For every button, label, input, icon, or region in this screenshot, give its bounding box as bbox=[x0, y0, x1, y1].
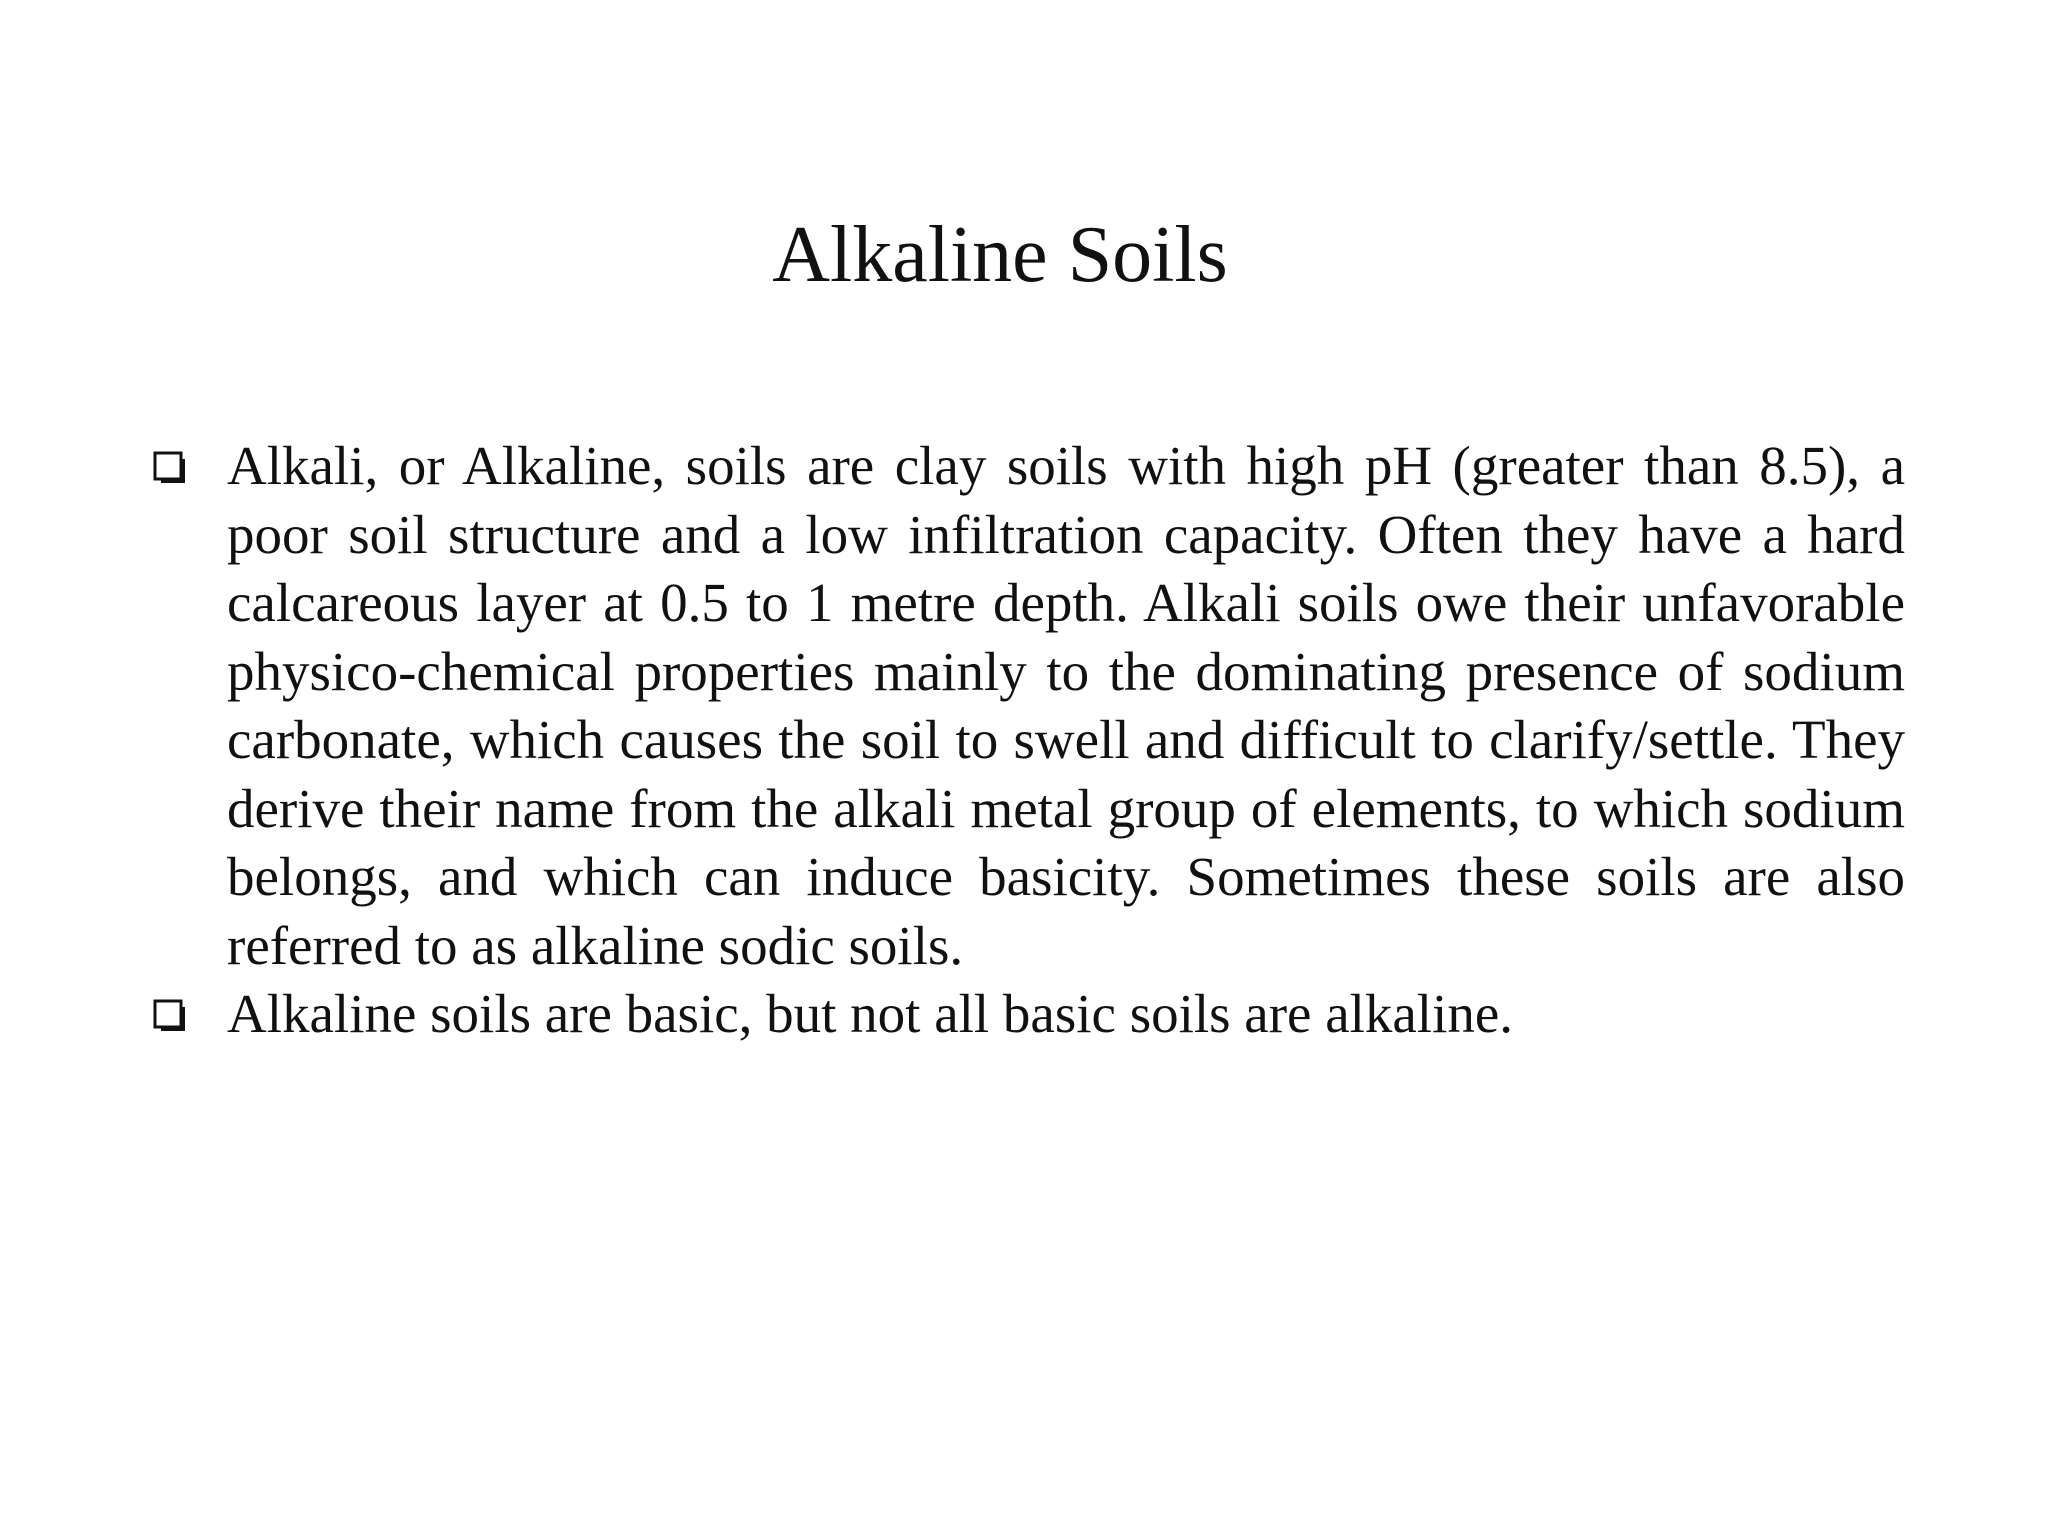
slide-title: Alkaline Soils bbox=[772, 211, 1228, 299]
bullet-item bbox=[150, 432, 1905, 980]
checkbox-square-icon bbox=[153, 999, 187, 1033]
bullet-text: Alkali, or Alkaline, soils are clay soils with high pH (greater than 8.5), a poor soil structure and a low infiltration capacity. Often they have a hard calcareous layer at 0.5 to 1 metre depth. Alkali soils owe their unfavorable physico-chemical properties mainly to the dominating presence of sodium carbonate, which causes the soil to swell and difficult to clarify/settle. They derive their name from the alkali metal group of elements, to which sodium belongs, and which can induce basicity. Sometimes these soils are also referred to as alkaline sodic soils. bbox=[227, 435, 1905, 976]
bullet-item bbox=[150, 980, 1905, 1049]
checkbox-square-icon bbox=[153, 451, 187, 485]
bullet-list bbox=[150, 432, 1905, 1049]
bullet-text: Alkaline soils are basic, but not all basic soils are alkaline. bbox=[227, 983, 1514, 1044]
